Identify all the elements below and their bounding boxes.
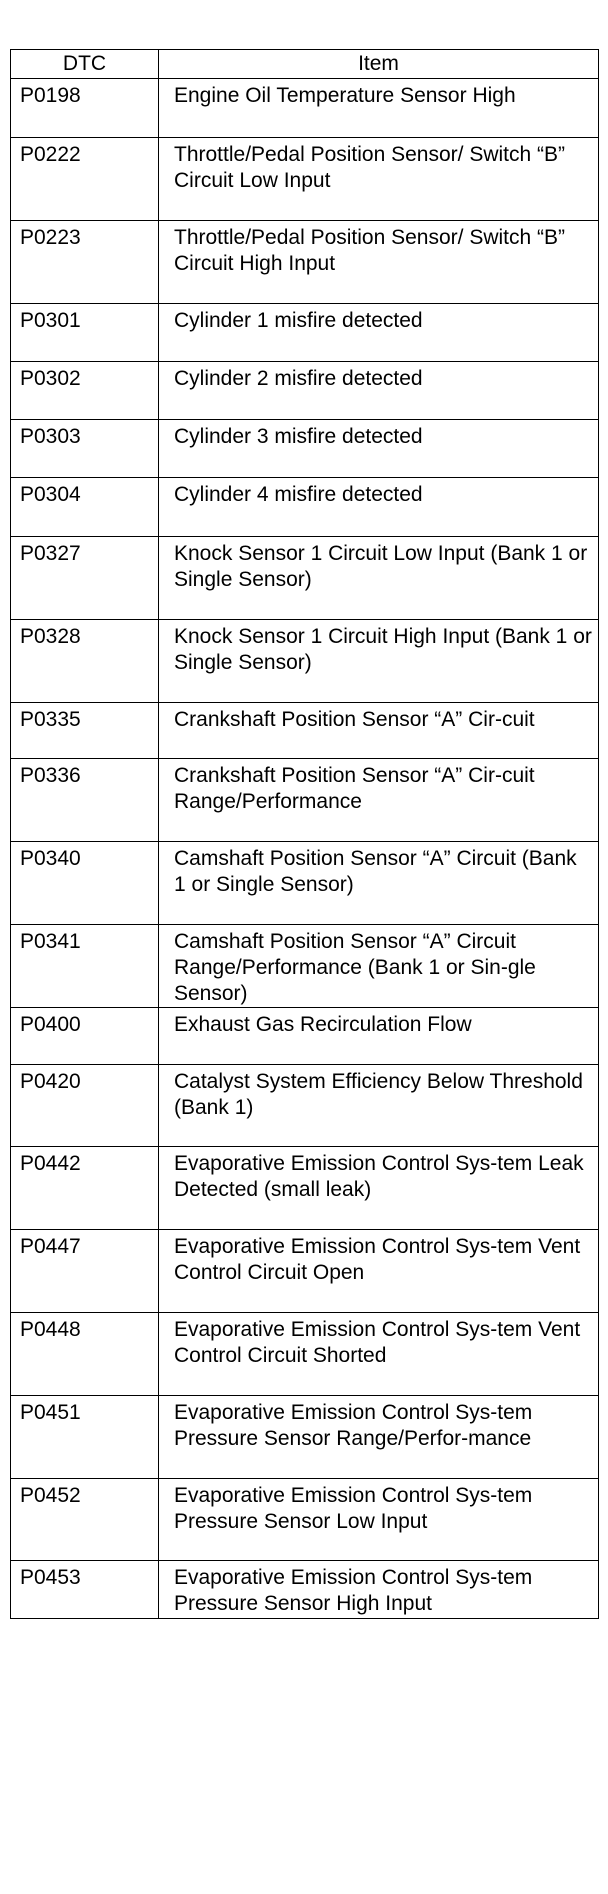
dtc-item-cell: Knock Sensor 1 Circuit High Input (Bank 1 or Single Sensor) [159, 620, 599, 703]
dtc-code-cell: P0304 [11, 478, 159, 537]
table-row [11, 304, 599, 362]
dtc-code-cell: P0335 [11, 703, 159, 759]
table-row [11, 842, 599, 925]
dtc-code-cell: P0327 [11, 537, 159, 620]
table-row [11, 703, 599, 759]
table-row [11, 759, 599, 842]
dtc-item-cell: Camshaft Position Sensor “A” Circuit Range/Performance (Bank 1 or Sin-gle Sensor) [159, 925, 599, 1008]
header-item: Item [159, 50, 599, 79]
dtc-code-cell: P0451 [11, 1396, 159, 1479]
dtc-code-cell: P0328 [11, 620, 159, 703]
table-row [11, 1008, 599, 1065]
dtc-code-cell: P0447 [11, 1230, 159, 1313]
dtc-item-cell: Evaporative Emission Control Sys-tem Pressure Sensor Range/Perfor-mance [159, 1396, 599, 1479]
dtc-item-cell: Throttle/Pedal Position Sensor/ Switch “B” Circuit Low Input [159, 138, 599, 221]
dtc-item-cell: Cylinder 4 misfire detected [159, 478, 599, 537]
dtc-item-cell: Catalyst System Efficiency Below Threshold (Bank 1) [159, 1065, 599, 1147]
table-row [11, 925, 599, 1008]
table-row [11, 1147, 599, 1230]
dtc-code-cell: P0400 [11, 1008, 159, 1065]
dtc-item-cell: Exhaust Gas Recirculation Flow [159, 1008, 599, 1065]
table-row [11, 478, 599, 537]
dtc-code-cell: P0336 [11, 759, 159, 842]
dtc-code-cell: P0301 [11, 304, 159, 362]
dtc-item-cell: Engine Oil Temperature Sensor High [159, 79, 599, 138]
dtc-item-cell: Crankshaft Position Sensor “A” Cir-cuit Range/Performance [159, 759, 599, 842]
table-row [11, 420, 599, 478]
table-row [11, 537, 599, 620]
header-dtc: DTC [11, 50, 159, 79]
table-row [11, 221, 599, 304]
dtc-item-cell: Camshaft Position Sensor “A” Circuit (Bank 1 or Single Sensor) [159, 842, 599, 925]
dtc-item-cell: Cylinder 2 misfire detected [159, 362, 599, 420]
table-row [11, 1230, 599, 1313]
table-row [11, 1479, 599, 1561]
dtc-code-cell: P0222 [11, 138, 159, 221]
table-row [11, 79, 599, 138]
table-row [11, 1396, 599, 1479]
dtc-item-cell: Evaporative Emission Control Sys-tem Pressure Sensor High Input [159, 1561, 599, 1619]
dtc-item-cell: Crankshaft Position Sensor “A” Cir-cuit [159, 703, 599, 759]
table-row [11, 1313, 599, 1396]
dtc-code-cell: P0340 [11, 842, 159, 925]
dtc-item-cell: Evaporative Emission Control Sys-tem Pressure Sensor Low Input [159, 1479, 599, 1561]
dtc-code-cell: P0442 [11, 1147, 159, 1230]
table-header-row [11, 50, 599, 79]
dtc-item-cell: Evaporative Emission Control Sys-tem Vent Control Circuit Open [159, 1230, 599, 1313]
table-row [11, 620, 599, 703]
dtc-code-cell: P0452 [11, 1479, 159, 1561]
dtc-code-cell: P0223 [11, 221, 159, 304]
dtc-table [10, 49, 599, 1619]
table-row [11, 1065, 599, 1147]
table-body [11, 79, 599, 1619]
dtc-code-cell: P0453 [11, 1561, 159, 1619]
dtc-code-cell: P0420 [11, 1065, 159, 1147]
dtc-item-cell: Throttle/Pedal Position Sensor/ Switch “B” Circuit High Input [159, 221, 599, 304]
table-row [11, 1561, 599, 1619]
dtc-item-cell: Cylinder 3 misfire detected [159, 420, 599, 478]
dtc-item-cell: Knock Sensor 1 Circuit Low Input (Bank 1 or Single Sensor) [159, 537, 599, 620]
dtc-code-cell: P0341 [11, 925, 159, 1008]
dtc-item-cell: Evaporative Emission Control Sys-tem Vent Control Circuit Shorted [159, 1313, 599, 1396]
dtc-item-cell: Evaporative Emission Control Sys-tem Leak Detected (small leak) [159, 1147, 599, 1230]
table-row [11, 362, 599, 420]
dtc-code-cell: P0303 [11, 420, 159, 478]
dtc-code-cell: P0448 [11, 1313, 159, 1396]
table-row [11, 138, 599, 221]
dtc-code-cell: P0302 [11, 362, 159, 420]
dtc-code-cell: P0198 [11, 79, 159, 138]
dtc-item-cell: Cylinder 1 misfire detected [159, 304, 599, 362]
